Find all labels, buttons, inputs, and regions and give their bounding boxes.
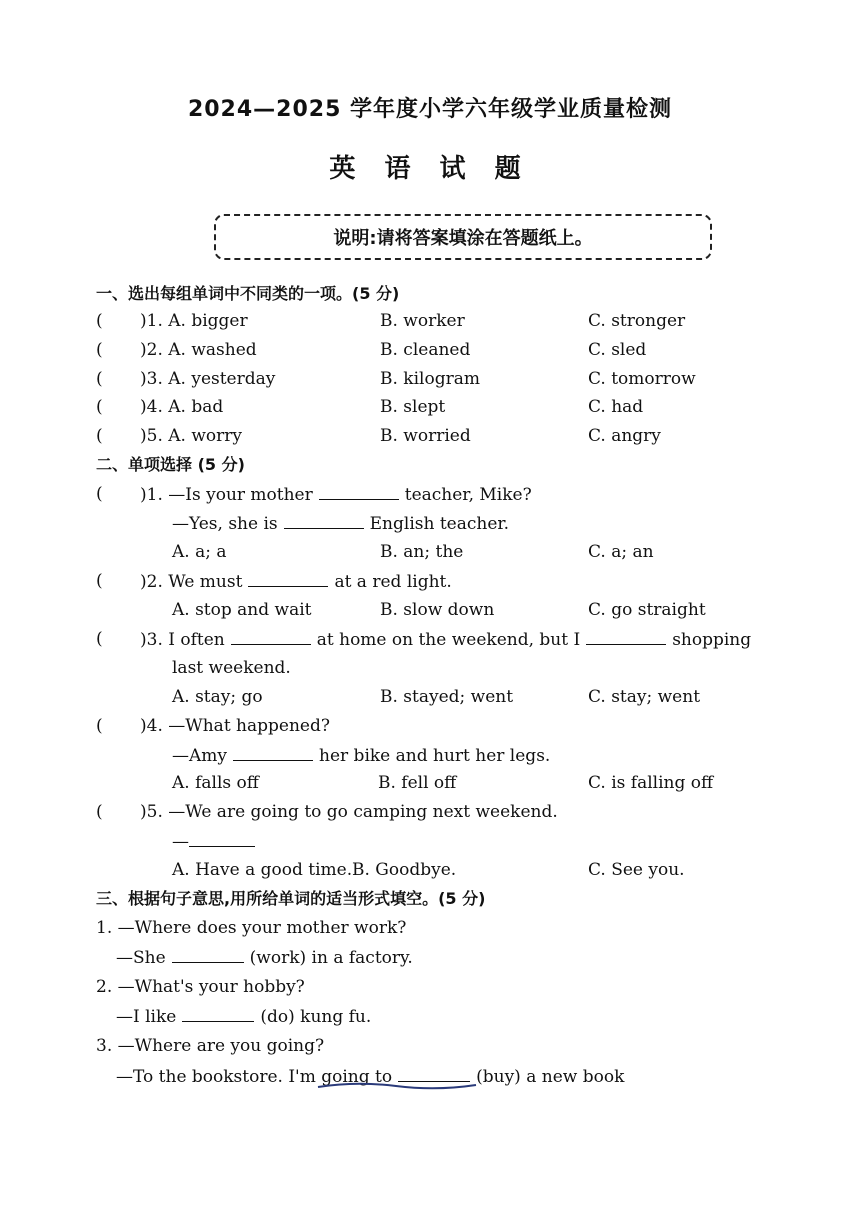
p2-q1-line2-post: English teacher.	[369, 514, 510, 534]
p1-q2-b: B. cleaned	[380, 340, 471, 360]
p2-q1-line1-pre: )1. —Is your mother	[140, 485, 313, 505]
p3-q2-answer	[116, 1005, 371, 1028]
p1-q3-c: C. tomorrow	[588, 369, 696, 389]
p2-q3-opt-a: A. stay; go	[172, 687, 263, 707]
answer-paren: (	[96, 629, 103, 649]
answer-paren: (	[96, 716, 103, 736]
notice-text: 说明:请将答案填涂在答题纸上。	[333, 228, 593, 249]
p3-q2-pre: —I like	[116, 1007, 177, 1027]
p1-q5-b: B. worried	[380, 426, 471, 446]
notice-box	[214, 214, 712, 260]
p2-q3-line1-pre: )3. I often	[140, 630, 225, 650]
answer-blank[interactable]	[233, 744, 313, 761]
p2-q1-opt-a: A. a; a	[172, 542, 227, 562]
answer-blank[interactable]	[248, 570, 328, 587]
p2-q2-line1-post: at a red light.	[334, 572, 452, 592]
p3-q3-post: (buy) a new book	[476, 1067, 625, 1087]
p2-q5-opt-a: A. Have a good time.	[172, 860, 353, 880]
p1-q2-a: )2. A. washed	[140, 340, 257, 360]
answer-blank[interactable]	[586, 628, 666, 645]
answer-paren: (	[96, 340, 103, 360]
p1-q1-a: )1. A. bigger	[140, 311, 248, 331]
p2-q4-opt-b: B. fell off	[378, 773, 457, 793]
p2-q1-opt-c: C. a; an	[588, 542, 654, 562]
p2-q2-opt-c: C. go straight	[588, 600, 706, 620]
p1-q4-b: B. slept	[380, 397, 446, 417]
p1-q3-a: )3. A. yesterday	[140, 369, 276, 389]
p2-q4-opt-a: A. falls off	[172, 773, 259, 793]
answer-paren: (	[96, 484, 103, 504]
pen-scribble-mark	[316, 1079, 506, 1091]
p1-q1-c: C. stronger	[588, 311, 686, 331]
p1-q5-c: C. angry	[588, 426, 661, 446]
p1-q5-a: )5. A. worry	[140, 426, 242, 446]
p1-q2-c: C. sled	[588, 340, 647, 360]
p3-q3-pre: —To the bookstore. I'm going to	[116, 1067, 393, 1087]
p1-q3-b: B. kilogram	[380, 369, 480, 389]
answer-blank[interactable]	[182, 1005, 254, 1022]
p2-q2-opt-a: A. stop and wait	[172, 600, 312, 620]
p2-q1-opt-b: B. an; the	[380, 542, 464, 562]
p2-q3-opt-c: C. stay; went	[588, 687, 701, 707]
p2-q1-line1-post: teacher, Mike?	[404, 485, 532, 505]
p2-q5-dash: —	[172, 832, 189, 852]
p2-q4-line1: )4. —What happened?	[140, 716, 330, 736]
p2-q5-opt-c: C. See you.	[588, 860, 685, 880]
answer-paren: (	[96, 426, 103, 446]
p2-q5-line2	[172, 830, 261, 853]
section-1-heading: 一、选出每组单词中不同类的一项。(5 分)	[96, 284, 400, 303]
p3-q2-post: (do) kung fu.	[260, 1007, 372, 1027]
p2-q2-line1	[140, 570, 452, 593]
p2-q3-opt-b: B. stayed; went	[380, 687, 514, 707]
p2-q4-line2-pre: —Amy	[172, 746, 228, 766]
p2-q3-line1-mid: at home on the weekend, but I	[316, 630, 581, 650]
p1-q4-a: )4. A. bad	[140, 397, 224, 417]
p2-q5-opt-b: B. Goodbye.	[352, 860, 457, 880]
exam-title: 2024—2025 学年度小学六年级学业质量检测	[187, 97, 673, 122]
answer-blank[interactable]	[172, 946, 244, 963]
p2-q4-line2	[172, 744, 550, 767]
section-3-heading: 三、根据句子意思,用所给单词的适当形式填空。(5 分)	[96, 889, 486, 908]
answer-paren: (	[96, 571, 103, 591]
p3-q1-question: 1. —Where does your mother work?	[96, 918, 407, 938]
p3-q1-post: (work) in a factory.	[249, 948, 413, 968]
p2-q5-line1: )5. —We are going to go camping next weekend.	[140, 802, 558, 822]
p2-q4-opt-c: C. is falling off	[588, 773, 714, 793]
answer-blank[interactable]	[284, 512, 364, 529]
answer-blank[interactable]	[189, 830, 255, 847]
p2-q2-opt-b: B. slow down	[380, 600, 495, 620]
p2-q3-line1-post: shopping	[672, 630, 752, 650]
answer-blank[interactable]	[319, 483, 399, 500]
answer-blank[interactable]	[231, 628, 311, 645]
answer-paren: (	[96, 397, 103, 417]
answer-paren: (	[96, 802, 103, 822]
p3-q1-pre: —She	[116, 948, 166, 968]
p2-q4-line2-post: her bike and hurt her legs.	[319, 746, 551, 766]
p2-q3-line2: last weekend.	[172, 658, 291, 678]
p3-q1-answer	[116, 946, 413, 969]
exam-subtitle: 英 语 试 题	[329, 154, 531, 184]
answer-paren: (	[96, 311, 103, 331]
p2-q3-line1	[140, 628, 751, 651]
p1-q1-b: B. worker	[380, 311, 465, 331]
answer-paren: (	[96, 369, 103, 389]
p3-q3-question: 3. —Where are you going?	[96, 1036, 325, 1056]
p3-q2-question: 2. —What's your hobby?	[96, 977, 305, 997]
section-2-heading: 二、单项选择 (5 分)	[96, 455, 245, 474]
p2-q2-line1-pre: )2. We must	[140, 572, 243, 592]
p2-q1-line2	[172, 512, 509, 535]
p2-q1-line1	[140, 483, 532, 506]
p1-q4-c: C. had	[588, 397, 644, 417]
p2-q1-line2-pre: —Yes, she is	[172, 514, 278, 534]
